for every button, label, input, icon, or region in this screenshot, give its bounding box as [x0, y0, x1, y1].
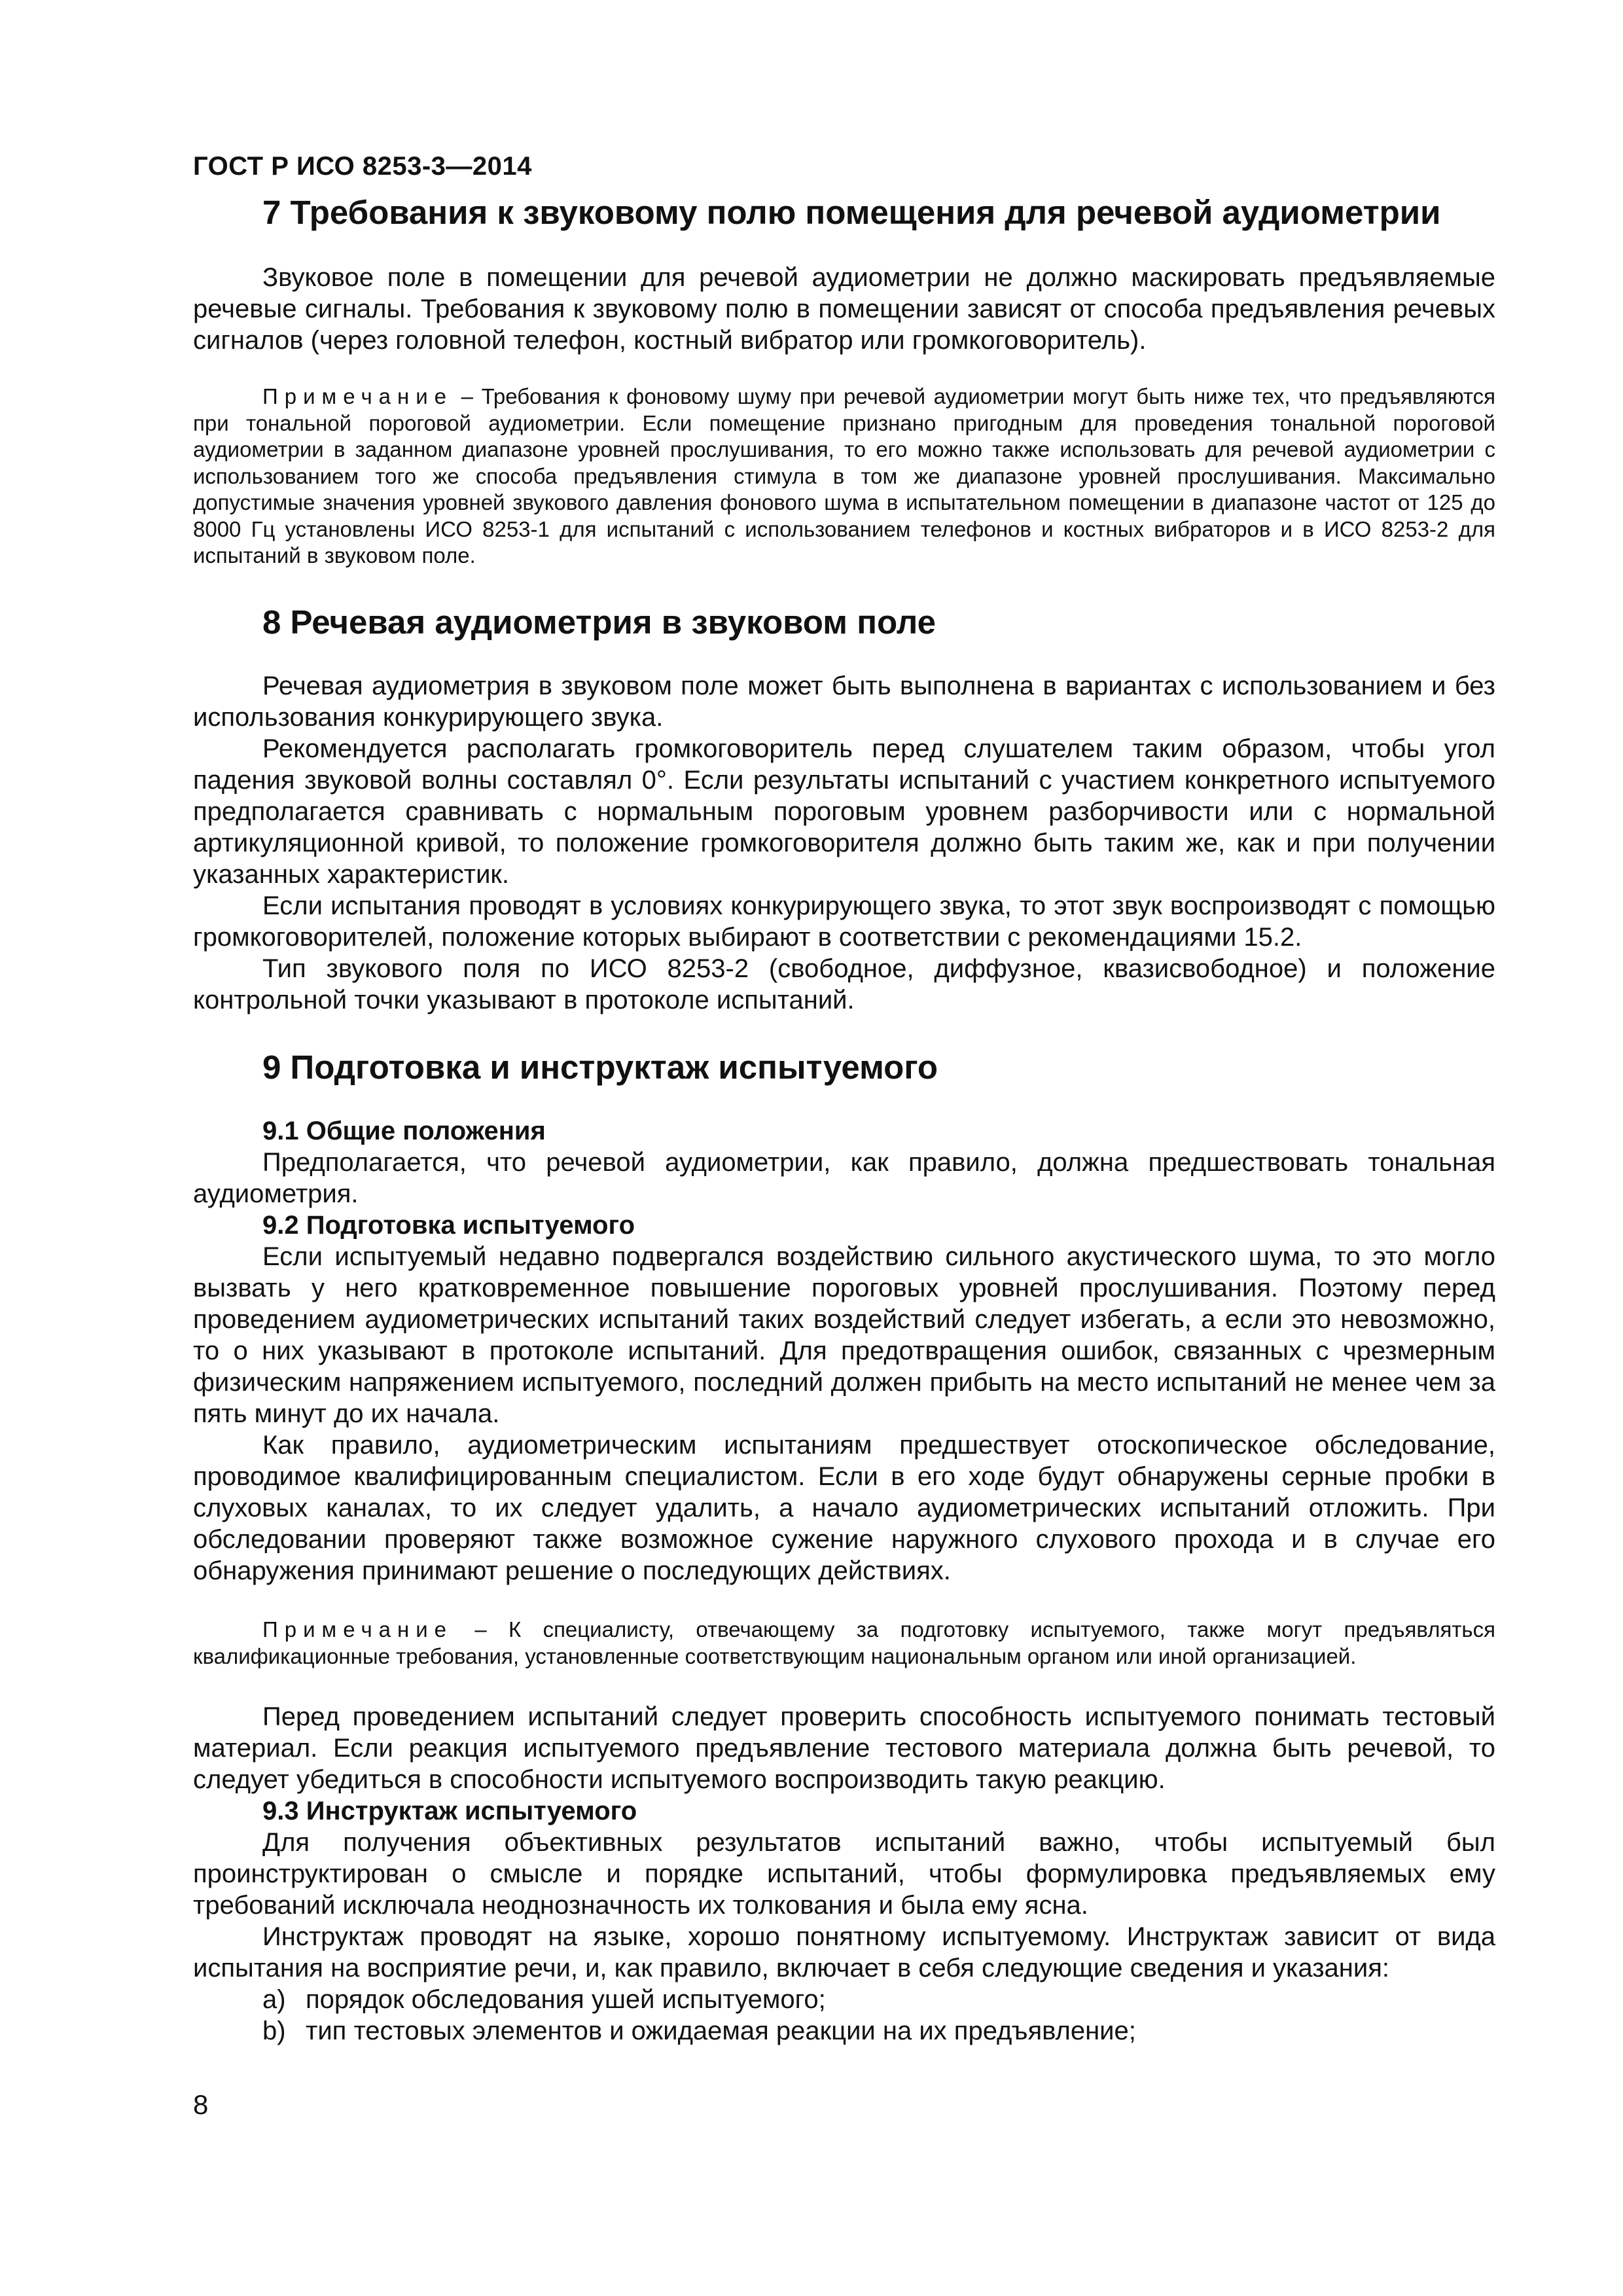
- note-text: – К специалисту, отвечающему за подготовку испытуемого, также могут предъявляться квалификационные требования, установленные соответствующим национальным органом или иной организацией.: [193, 1617, 1495, 1668]
- section-7-heading: 7 Требования к звуковому полю помещения для речевой аудиометрии: [262, 194, 1441, 231]
- section-9-heading: 9 Подготовка и инструктаж испытуемого: [262, 1049, 938, 1086]
- subsection-9-2-paragraph-3: Перед проведением испытаний следует проверить способность испытуемого понимать тестовый материал. Если реакция испытуемого предъявление тестового материала должна быть речевой, то следует убедиться в способности испытуемого воспроизводить такую реакцию.: [193, 1702, 1495, 1795]
- section-8-paragraph-2: Рекомендуется располагать громкоговоритель перед слушателем таким образом, чтобы угол падения звуковой волны составлял 0°. Если результаты испытаний с участием конкретного испытуемого предполагается сравнивать с нормальным пороговым уровнем разборчивости или с нормальной артикуляционной кривой, то положение громкоговорителя должно быть таким же, как и при получении указанных характеристик.: [193, 734, 1495, 889]
- list-item-marker: a): [262, 1985, 286, 2015]
- document-code: ГОСТ Р ИСО 8253-3—2014: [193, 152, 532, 181]
- section-8-paragraph-4: Тип звукового поля по ИСО 8253-2 (свободное, диффузное, квазисвободное) и положение контрольной точки указывают в протоколе испытаний.: [193, 954, 1495, 1015]
- note-text: – Требования к фоновому шуму при речевой аудиометрии могут быть ниже тех, что предъявляются при тональной пороговой аудиометрии. Если помещение признано пригодным для проведения тональной пороговой аудиометрии в заданном диапазоне уровней прослушивания, то его можно также использовать для речевой аудиометрии с использованием того же способа предъявления стимула в том же диапазоне уровней прослушивания. Максимально допустимые значения уровней звукового давления фонового шума в испытательном помещении в диапазоне частот от 125 до 8000 Гц установлены ИСО 8253-1 для испытаний с использованием телефонов и костных вибраторов и в ИСО 8253-2 для испытаний в звуковом поле.: [193, 384, 1495, 568]
- section-7-paragraph-1: Звуковое поле в помещении для речевой аудиометрии не должно маскировать предъявляемые речевые сигналы. Требования к звуковому полю в помещении зависят от способа предъявления речевых сигналов (через головной телефон, костный вибратор или громкоговоритель).: [193, 263, 1495, 355]
- subsection-9-2-note: [193, 1617, 1495, 1670]
- section-8-paragraph-3: Если испытания проводят в условиях конкурирующего звука, то этот звук воспроизводят с помощью громкоговорителей, положение которых выбирают в соответствии с рекомендациями 15.2.: [193, 891, 1495, 952]
- subsection-9-2-paragraph-2: Как правило, аудиометрическим испытаниям предшествует отоскопическое обследование, проводимое квалифицированным специалистом. Если в его ходе будут обнаружены серные пробки в слуховых каналах, то их следует удалить, а начало аудиометрических испытаний отложить. При обследовании проверяют также возможное сужение наружного слухового прохода и в случае его обнаружения принимают решение о последующих действиях.: [193, 1431, 1495, 1586]
- subsection-9-2-heading: 9.2 Подготовка испытуемого: [262, 1211, 635, 1240]
- note-label: Примечание: [262, 384, 454, 409]
- subsection-9-1-heading: 9.1 Общие положения: [262, 1117, 546, 1146]
- list-item-text: тип тестовых элементов и ожидаемая реакции на их предъявление;: [306, 2017, 1136, 2046]
- subsection-9-1-paragraph-1: Предполагается, что речевой аудиометрии, как правило, должна предшествовать тональная аудиометрия.: [193, 1148, 1495, 1209]
- subsection-9-3-paragraph-2: Инструктаж проводят на языке, хорошо понятному испытуемому. Инструктаж зависит от вида испытания на восприятие речи, и, как правило, включает в себя следующие сведения и указания:: [193, 1922, 1495, 1983]
- section-8-heading: 8 Речевая аудиометрия в звуковом поле: [262, 603, 936, 641]
- subsection-9-2-paragraph-1: Если испытуемый недавно подвергался воздействию сильного акустического шума, то это могло вызвать у него кратковременное повышение пороговых уровней прослушивания. Поэтому перед проведением аудиометрических испытаний таких воздействий следует избегать, а если это невозможно, то о них указывают в протоколе испытаний. Для предотвращения ошибок, связанных с чрезмерным физическим напряжением испытуемого, последний должен прибыть на место испытаний не менее чем за пять минут до их начала.: [193, 1242, 1495, 1429]
- page-content: [193, 191, 1495, 2047]
- section-7-note: [193, 384, 1495, 569]
- subsection-9-3-heading: 9.3 Инструктаж испытуемого: [262, 1797, 637, 1826]
- subsection-9-3-paragraph-1: Для получения объективных результатов испытаний важно, чтобы испытуемый был проинструктирован о смысле и порядке испытаний, чтобы формулировка предъявляемых ему требований исключала неоднозначность их толкования и была ему ясна.: [193, 1828, 1495, 1920]
- page-number: 8: [193, 2089, 209, 2120]
- list-item: [193, 1984, 1495, 2015]
- list-item-marker: b): [262, 2017, 286, 2046]
- note-label: Примечание: [262, 1617, 454, 1642]
- list-item-text: порядок обследования ушей испытуемого;: [306, 1985, 826, 2015]
- section-8-paragraph-1: Речевая аудиометрия в звуковом поле может быть выполнена в вариантах с использованием и без использования конкурирующего звука.: [193, 672, 1495, 732]
- list-item: [193, 2015, 1495, 2047]
